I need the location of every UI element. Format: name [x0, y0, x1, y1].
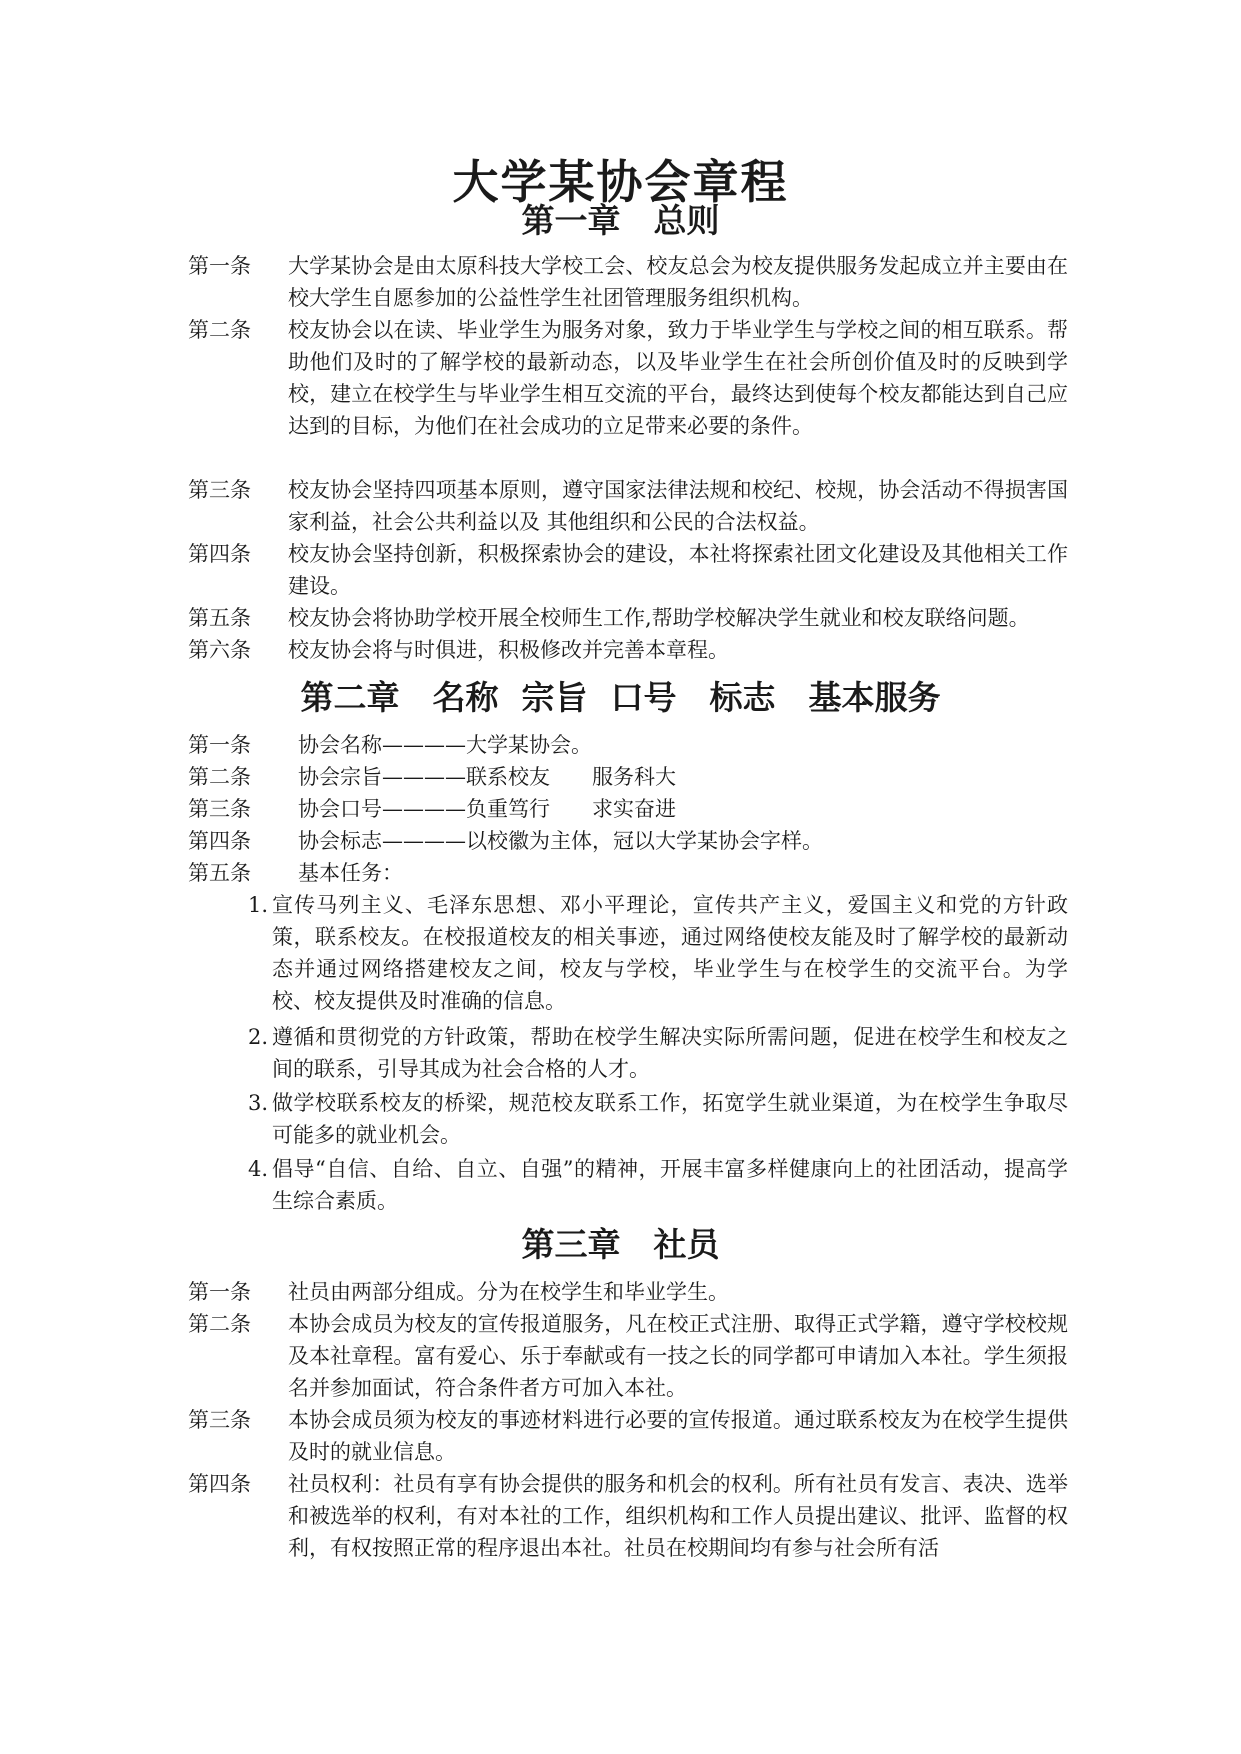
article-label: 第五条: [188, 861, 251, 885]
chapter1-article-2: [188, 314, 1068, 442]
article-text: 校友协会坚持四项基本原则，遵守国家法律法规和校纪、校规，协会活动不得损害国家利益，社会公共利益以及 其他组织和公民的合法权益。: [288, 478, 1068, 534]
article-text: 校友协会将与时俱进，积极修改并完善本章程。: [288, 638, 729, 662]
task-number: 3.: [247, 1091, 268, 1115]
chapter2-article-3: [188, 793, 1068, 825]
chapter3-article-2: [188, 1308, 1068, 1404]
article-text: 协会口号————负重笃行 求实奋进: [298, 797, 676, 821]
article-text: 协会名称————大学某协会。: [298, 733, 592, 757]
article-text: 协会标志————以校徽为主体，冠以大学某协会字样。: [298, 829, 823, 853]
article-text: 协会宗旨————联系校友 服务科大: [298, 765, 676, 789]
article-text: 社员由两部分组成。分为在校学生和毕业学生。: [288, 1280, 729, 1304]
article-label: 第三条: [188, 797, 251, 821]
chapter1-article-6: [188, 634, 1068, 666]
chapter2-article-4: [188, 825, 1068, 857]
article-label: 第一条: [188, 254, 251, 278]
task-text: 宣传马列主义、毛泽东思想、邓小平理论，宣传共产主义，爱国主义和党的方针政策，联系校友。在校报道校友的相关事迹，通过网络使校友能及时了解学校的最新动态并通过网络搭建校友之间，校友与学校，毕业学生与在校学生的交流平台。为学校、校友提供及时准确的信息。: [272, 893, 1068, 1013]
article-text: 本协会成员须为校友的事迹材料进行必要的宣传报道。通过联系校友为在校学生提供及时的就业信息。: [288, 1408, 1068, 1464]
task-text: 倡导“自信、自给、自立、自强”的精神，开展丰富多样健康向上的社团活动，提高学生综合素质。: [272, 1157, 1068, 1213]
article-text: 校友协会将协助学校开展全校师生工作,帮助学校解决学生就业和校友联络问题。: [288, 606, 1030, 630]
article-label: 第二条: [188, 765, 251, 789]
article-text: 基本任务：: [298, 861, 403, 885]
article-label: 第六条: [188, 638, 251, 662]
article-text: 本协会成员为校友的宣传报道服务，凡在校正式注册、取得正式学籍，遵守学校校规及本社章程。富有爱心、乐于奉献或有一技之长的同学都可申请加入本社。学生须报名并参加面试，符合条件者方可加入本社。: [288, 1312, 1068, 1400]
article-label: 第四条: [188, 542, 251, 566]
task-number: 1.: [247, 893, 268, 917]
task-text: 做学校联系校友的桥梁，规范校友联系工作，拓宽学生就业渠道，为在校学生争取尽可能多的就业机会。: [272, 1091, 1068, 1147]
article-label: 第一条: [188, 733, 251, 757]
task-item-3: [228, 1087, 1068, 1151]
article-text: 校友协会坚持创新，积极探索协会的建设，本社将探索社团文化建设及其他相关工作建设。: [288, 542, 1068, 598]
article-label: 第五条: [188, 606, 251, 630]
task-number: 4.: [247, 1157, 268, 1181]
chapter2-article-2: [188, 761, 1068, 793]
task-number: 2.: [247, 1025, 268, 1049]
chapter1-article-5: [188, 602, 1068, 634]
article-label: 第二条: [188, 1312, 251, 1336]
article-label: 第四条: [188, 1472, 251, 1496]
task-item-1: [228, 889, 1068, 1017]
chapter1-heading: 第一章 总则: [521, 201, 720, 240]
article-label: 第三条: [188, 478, 251, 502]
chapter3-article-1: [188, 1276, 1068, 1308]
chapter3-heading: 第三章 社员: [521, 1225, 720, 1264]
article-label: 第三条: [188, 1408, 251, 1432]
article-text: 社员权利：社员有享有协会提供的服务和机会的权利。所有社员有发言、表决、选举和被选举的权利，有对本社的工作，组织机构和工作人员提出建议、批评、监督的权利，有权按照正常的程序退出本社。社员在校期间均有参与社会所有活: [288, 1472, 1068, 1560]
article-label: 第四条: [188, 829, 251, 853]
chapter3-article-3: [188, 1404, 1068, 1468]
task-item-2: [228, 1021, 1068, 1085]
article-text: 大学某协会是由太原科技大学校工会、校友总会为校友提供服务发起成立并主要由在校大学生自愿参加的公益性学生社团管理服务组织机构。: [288, 254, 1068, 310]
task-text: 遵循和贯彻党的方针政策，帮助在校学生解决实际所需问题，促进在校学生和校友之间的联系，引导其成为社会合格的人才。: [272, 1025, 1068, 1081]
article-text: 校友协会以在读、毕业学生为服务对象，致力于毕业学生与学校之间的相互联系。帮助他们及时的了解学校的最新动态，以及毕业学生在社会所创价值及时的反映到学校，建立在校学生与毕业学生相互交流的平台，最终达到使每个校友都能达到自己应达到的目标，为他们在社会成功的立足带来必要的条件。: [288, 318, 1068, 438]
chapter1-article-3: [188, 474, 1068, 538]
article-label: 第二条: [188, 318, 251, 342]
chapter3-article-4: [188, 1468, 1068, 1564]
chapter2-heading: 第二章 名称 宗旨 口号 标志 基本服务: [300, 678, 941, 717]
task-item-4: [228, 1153, 1068, 1217]
chapter2-article-5: [188, 857, 1068, 889]
chapter1-article-4: [188, 538, 1068, 602]
article-label: 第一条: [188, 1280, 251, 1304]
chapter1-article-1: [188, 250, 1068, 314]
chapter2-article-1: [188, 729, 1068, 761]
document-title: 大学某协会章程: [452, 155, 789, 209]
